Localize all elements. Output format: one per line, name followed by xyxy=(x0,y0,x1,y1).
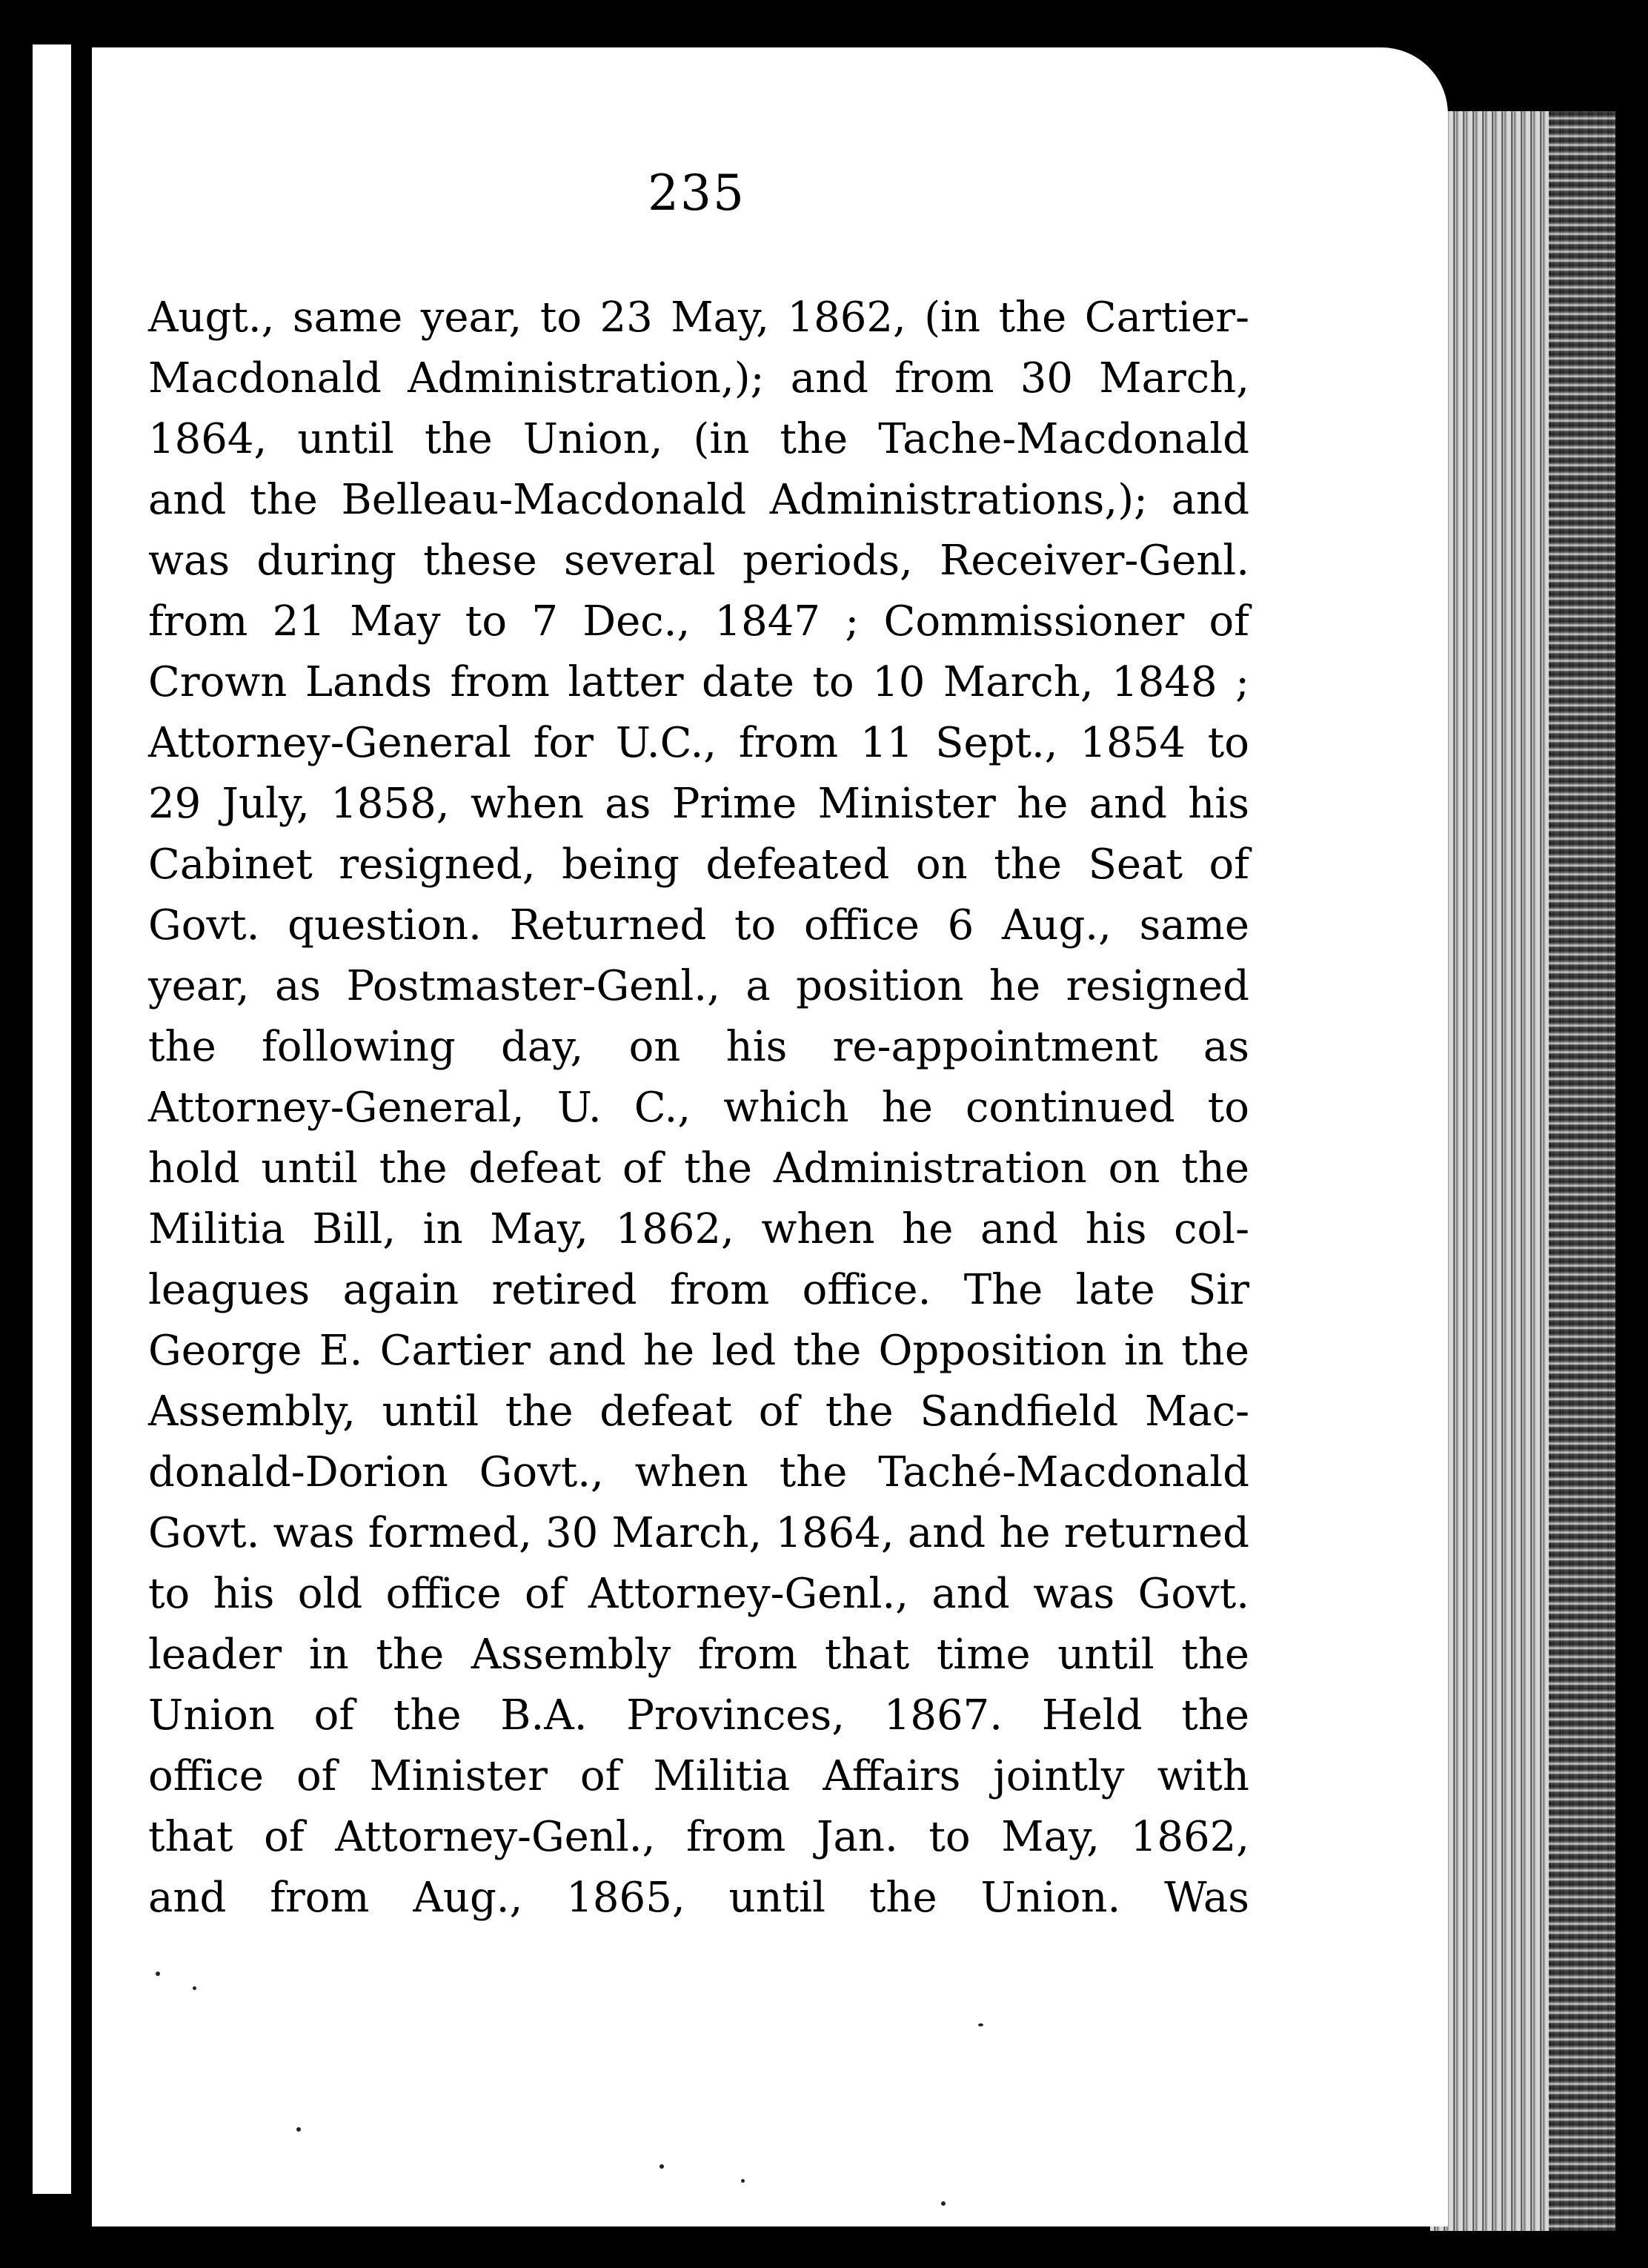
text-line: hold until the defeat of the Administration on the xyxy=(148,1144,1249,1193)
text-line: Govt. question. Returned to office 6 Aug., same xyxy=(148,901,1249,949)
text-line: the following day, on his re-appointment as xyxy=(148,1023,1249,1071)
text-line: year, as Postmaster-Genl., a position he resigned xyxy=(148,962,1249,1010)
text-line: donald-Dorion Govt., when the Taché-Macdonald xyxy=(148,1448,1249,1496)
page-gutter-strip xyxy=(33,44,71,2194)
ink-speck xyxy=(941,2201,946,2206)
body-text xyxy=(148,288,1249,1929)
text-line: Attorney-General for U.C., from 11 Sept., 1854 to xyxy=(148,719,1249,767)
ink-speck xyxy=(978,2023,983,2026)
text-line: Macdonald Administration,); and from 30 March, xyxy=(148,354,1249,402)
text-line: Assembly, until the defeat of the Sandfield Mac- xyxy=(148,1387,1249,1436)
text-line: leagues again retired from office. The late Sir xyxy=(148,1266,1249,1314)
text-line: and from Aug., 1865, until the Union. Was xyxy=(148,1874,1249,1922)
book-fore-edge xyxy=(1430,111,1615,2231)
text-line: and the Belleau-Macdonald Administrations,); and xyxy=(148,476,1249,524)
ink-speck xyxy=(156,1972,160,1976)
text-line: Union of the B.A. Provinces, 1867. Held the xyxy=(148,1691,1249,1740)
text-line: Attorney-General, U. C., which he continued to xyxy=(148,1084,1249,1132)
text-line: 29 July, 1858, when as Prime Minister he and his xyxy=(148,780,1249,828)
text-line: Crown Lands from latter date to 10 March, 1848 ; xyxy=(148,658,1249,706)
ink-speck xyxy=(741,2179,745,2183)
page-number: 235 xyxy=(648,165,745,222)
text-line: George E. Cartier and he led the Opposition in the xyxy=(148,1327,1249,1375)
text-line: that of Attorney-Genl., from Jan. to May, 1862, xyxy=(148,1813,1249,1861)
text-line: Augt., same year, to 23 May, 1862, (in the Cartier- xyxy=(148,294,1249,342)
text-line: from 21 May to 7 Dec., 1847 ; Commissioner of xyxy=(148,597,1249,646)
text-line: Militia Bill, in May, 1862, when he and his col- xyxy=(148,1205,1249,1253)
text-line: Cabinet resigned, being defeated on the Seat of xyxy=(148,840,1249,889)
text-line: was during these several periods, Receiver-Genl. xyxy=(148,537,1249,585)
ink-speck xyxy=(296,2127,301,2132)
ink-speck xyxy=(659,2164,664,2169)
text-line: Govt. was formed, 30 March, 1864, and he returned xyxy=(148,1509,1249,1557)
ink-speck xyxy=(193,1986,196,1990)
text-line: to his old office of Attorney-Genl., and was Govt. xyxy=(148,1570,1249,1618)
text-line: 1864, until the Union, (in the Tache-Macdonald xyxy=(148,415,1249,463)
text-line: office of Minister of Militia Affairs jointly with xyxy=(148,1752,1249,1800)
text-line: leader in the Assembly from that time until the xyxy=(148,1631,1249,1679)
